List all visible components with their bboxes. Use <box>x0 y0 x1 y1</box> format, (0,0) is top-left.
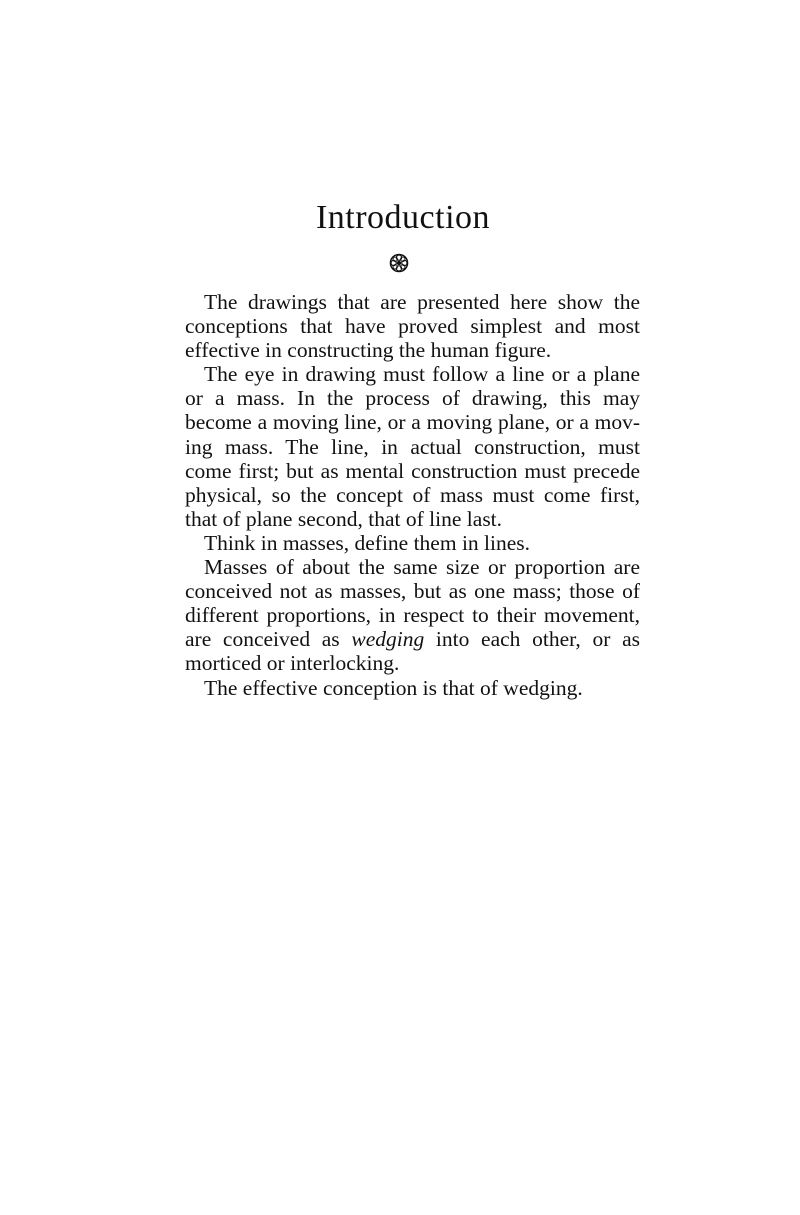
text-line: different proportions, in respect to their movement, <box>185 603 640 628</box>
paragraph <box>166 676 640 700</box>
text-line: Masses of about the same size or proportion are <box>204 555 640 580</box>
text-line: come first; but as mental construction must precede <box>185 458 640 483</box>
text-line: Think in masses, define them in lines. <box>204 530 531 555</box>
body-text <box>166 290 640 700</box>
emphasis-word: wedging <box>351 627 425 652</box>
text-line: effective in constructing the human figure. <box>185 338 552 363</box>
text-line: morticed or interlocking. <box>185 651 400 676</box>
text-line <box>166 627 640 651</box>
paragraph <box>166 362 640 531</box>
paragraph <box>166 555 640 675</box>
text-line: ing mass. The line, in actual construction, must <box>185 434 640 459</box>
text-line: or a mass. In the process of drawing, this may <box>185 386 640 411</box>
text-line: become a moving line, or a moving plane, or a mov- <box>185 410 640 435</box>
text-segment: into each other, or as <box>435 627 640 652</box>
paragraph <box>166 290 640 362</box>
text-line: conceptions that have proved simplest and most <box>185 314 640 339</box>
paragraph <box>166 531 640 555</box>
text-line: that of plane second, that of line last. <box>185 506 503 531</box>
text-line: The effective conception is that of wedging. <box>204 675 583 700</box>
text-line: The drawings that are presented here show the <box>204 290 640 314</box>
text-line: The eye in drawing must follow a line or a plane <box>204 362 640 387</box>
text-segment: are conceived as <box>185 627 340 652</box>
text-line: physical, so the concept of mass must come first, <box>185 482 640 507</box>
rosette-ornament-icon <box>389 253 409 273</box>
page-title: Introduction <box>315 199 491 236</box>
text-line: conceived not as masses, but as one mass; those of <box>185 579 640 604</box>
